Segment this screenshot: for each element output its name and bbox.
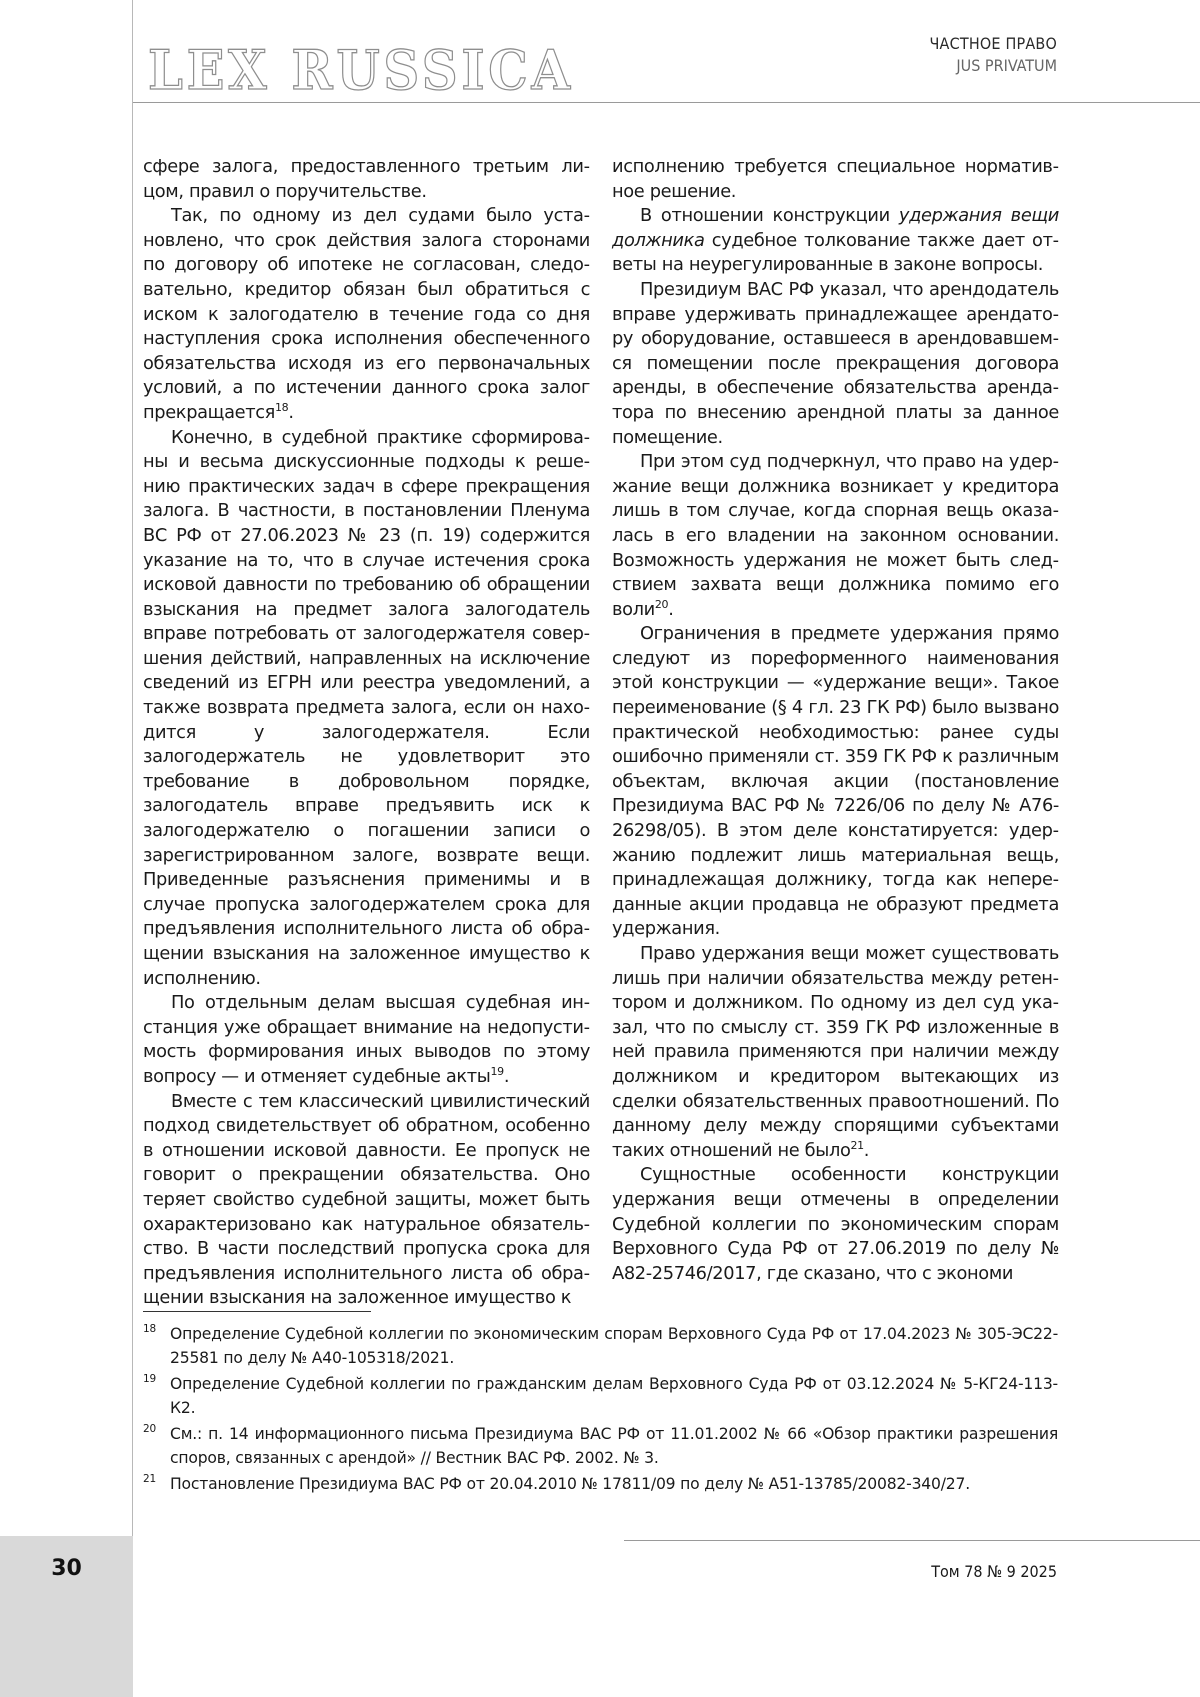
paragraph bbox=[612, 1163, 1059, 1286]
paragraph bbox=[143, 1090, 590, 1311]
journal-logo: LEX RUSSICA bbox=[148, 38, 574, 102]
paragraph-text: Конечно, в судебной практике сформированы и весьма дискуссионные подходы к решению практических задач в сфере прекращения залога. В частности, в постановлении Пленума ВС РФ от 27.06.2023 № 23 (п. 19) содержится указание на то, что в случае истечения срока исковой давности по требованию об обращении взыскания на предмет залога залогодатель вправе потребовать от залогодержателя совершения действий, направленных на исключение сведений из ЕГРН или реестра уведомлений, а также возврата предмета залога, если он находится у залогодержателя. Если залогодержатель не удовлетворит это требование в добровольном порядке, залогодатель вправе предъявить иск к залогодержателю о погашении записи о зарегистрированном залоге, возврате вещи. Приведенные разъяснения применимы и в случае пропуска залогодержателем срока для предъявления исполнительного листа об обращении взыскания на заложенное имущество к исполнению. bbox=[143, 426, 590, 989]
paragraph bbox=[612, 155, 1059, 204]
footnote-number: 19 bbox=[143, 1373, 156, 1385]
paragraph-text: исполнению требуется специальное нормативное решение. bbox=[612, 156, 1059, 202]
left-text-column bbox=[143, 155, 590, 1311]
footnotes bbox=[143, 1322, 1058, 1498]
paragraph bbox=[612, 204, 1059, 278]
footnote bbox=[143, 1372, 1058, 1420]
paragraph bbox=[612, 622, 1059, 942]
footnote bbox=[143, 1472, 1058, 1496]
section-title-ru: ЧАСТНОЕ ПРАВО bbox=[929, 34, 1057, 53]
footnote-separator bbox=[143, 1311, 371, 1312]
header-divider bbox=[133, 102, 1200, 103]
section-title-latin: JUS PRIVATUM bbox=[956, 56, 1057, 75]
paragraph: При этом суд подчеркнул, что право на удержание вещи должника возникает у кредитора лишь в том случае, когда спорная вещь оказалась в его владении на законном основании. Возможность удержания не может быть следствием захвата вещи должника помимо его воли$^{20}$. bbox=[612, 451, 1059, 620]
footer-divider bbox=[624, 1540, 1200, 1541]
footnote-ref[interactable]: 19 bbox=[490, 1065, 504, 1079]
paragraph-text: При этом суд подчеркнул, что право на удержание вещи должника возникает у кредитора лишь в том случае, когда спорная вещь оказалась в его владении на законном основании. Возможность удержания не может быть следствием захвата вещи должника помимо его воли bbox=[612, 451, 1059, 620]
paragraph-text: По отдельным делам высшая судебная инстанция уже обращает внимание на недопустимость формирования иных выводов по этому вопросу — и отменяет судебные акты bbox=[143, 992, 590, 1087]
emphasis-text: удержания вещи должника bbox=[612, 205, 1060, 251]
paragraph bbox=[612, 278, 1059, 450]
paragraph-text: Право удержания вещи может существовать лишь при наличии обязательства между ретентором и должником. По одному из дел суд указал, что по смыслу ст. 359 ГК РФ изложенные в ней правила применяются при наличии между должником и кредитором вытекающих из сделки обязательственных правоотношений. По данному делу между спорящими субъектами таких отношений не было bbox=[612, 943, 1059, 1161]
paragraph-text: судебное толкование также дает ответы на неурегулированные в законе вопросы. bbox=[612, 229, 1059, 276]
paragraph: По отдельным делам высшая судебная инстанция уже обращает внимание на недопустимость формирования иных выводов по этому вопросу — и отменяет судебные акты$^{19}$. bbox=[143, 992, 590, 1087]
paragraph-text: Президиум ВАС РФ указал, что арендодатель вправе удерживать принадлежащее арендатору оборудование, оставшееся в арендовавшемся помещении после прекращения договора аренды, в обеспечение обязательства арендатора по внесению арендной платы за данное помещение. bbox=[612, 278, 1059, 448]
footnote-text: Определение Судебной коллегии по экономическим спорам Верховного Суда РФ от 17.04.2023 № 305-ЭС22-25581 по делу № А40-105318/2021. bbox=[170, 1325, 1058, 1367]
footnote-number: 21 bbox=[143, 1473, 156, 1485]
footnote-number: 18 bbox=[143, 1323, 156, 1335]
paragraph: Право удержания вещи может существовать лишь при наличии обязательства между ретентором и должником. По одному из дел суд указал, что по смыслу ст. 359 ГК РФ изложенные в ней правила применяются при наличии между должником и кредитором вытекающих из сделки обязательственных правоотношений. По данному делу между спорящими субъектами таких отношений не было$^{21}$. bbox=[612, 943, 1059, 1161]
footnote bbox=[143, 1422, 1058, 1470]
paragraph-text: Так, по одному из дел судами было установлено, что срок действия залога сторонами по договору об ипотеке не согласован, следовательно, кредитор обязан был обратиться с иском к залогодателю в течение года со дня наступления срока исполнения обеспеченного обязательства исходя из его первоначальных условий, а по истечении данного срока залог прекращается bbox=[143, 205, 590, 423]
paragraph-text: Ограничения в предмете удержания прямо следуют из пореформенного наименования этой конструкции — «удержание вещи». Такое переименование (§ 4 гл. 23 ГК РФ) было вызвано практической необходимостью: ранее суды ошибочно применяли ст. 359 ГК РФ к различным объектам, включая акции (постановление Президиума ВАС РФ № 7226/06 по делу № А76-26298/05). В этом деле констатируется: удержанию подлежит лишь материальная вещь, принадлежащая должнику, тогда как непереданные акции продавца не образуют предмета удержания. bbox=[612, 623, 1059, 940]
paragraph-text: сфере залога, предоставленного третьим лицом, правил о поручительстве. bbox=[143, 156, 590, 202]
section-heading bbox=[929, 33, 1057, 77]
footnote bbox=[143, 1322, 1058, 1370]
paragraph-text: Вместе с тем классический цивилистический подход свидетельствует об обратном, особенно в отношении исковой давности. Ее пропуск не говорит о прекращении обязательства. Оно теряет свойство судебной защиты, может быть охарактеризовано как натуральное обязательство. В части последствий пропуска срока для предъявления исполнительного листа об обращении взыскания на заложенное имущество к bbox=[143, 1090, 590, 1309]
footnote-ref[interactable]: 20 bbox=[654, 597, 669, 611]
paragraph bbox=[143, 426, 590, 992]
footnote-text: Определение Судебной коллегии по гражданским делам Верховного Суда РФ от 03.12.2024 № 5-КГ24-113-К2. bbox=[170, 1375, 1058, 1417]
footnote-text: См.: п. 14 информационного письма Президиума ВАС РФ от 11.01.2002 № 66 «Обзор практики разрешения споров, связанных с арендой» // Вестник ВАС РФ. 2002. № 3. bbox=[170, 1425, 1058, 1467]
paragraph: Так, по одному из дел судами было установлено, что срок действия залога сторонами по договору об ипотеке не согласован, следовательно, кредитор обязан был обратиться с иском к залогодателю в течение года со дня наступления срока исполнения обеспеченного обязательства исходя из его первоначальных условий, а по истечении данного срока залог прекращается$^{18}$. bbox=[143, 205, 590, 423]
page-number: 30 bbox=[51, 1556, 82, 1581]
paragraph-text: Сущностные особенности конструкции удержания вещи отмечены в определении Судебной коллегии по экономическим спорам Верховного Суда РФ от 27.06.2019 по делу № А82-25746/2017, где сказано, что с экономи bbox=[612, 1164, 1059, 1284]
footnote-ref[interactable]: 18 bbox=[275, 401, 289, 415]
left-margin-rail bbox=[0, 0, 133, 1697]
footnote-text: Постановление Президиума ВАС РФ от 20.04.2010 № 17811/09 по делу № А51-13785/20082-340/27. bbox=[170, 1475, 971, 1493]
paragraph-text: В отношении конструкции bbox=[640, 205, 899, 227]
footnote-ref[interactable]: 21 bbox=[850, 1138, 864, 1152]
paragraph bbox=[143, 155, 590, 204]
issue-info: Том 78 № 9 2025 bbox=[931, 1562, 1057, 1581]
right-text-column bbox=[612, 155, 1059, 1286]
footnote-number: 20 bbox=[143, 1423, 156, 1435]
